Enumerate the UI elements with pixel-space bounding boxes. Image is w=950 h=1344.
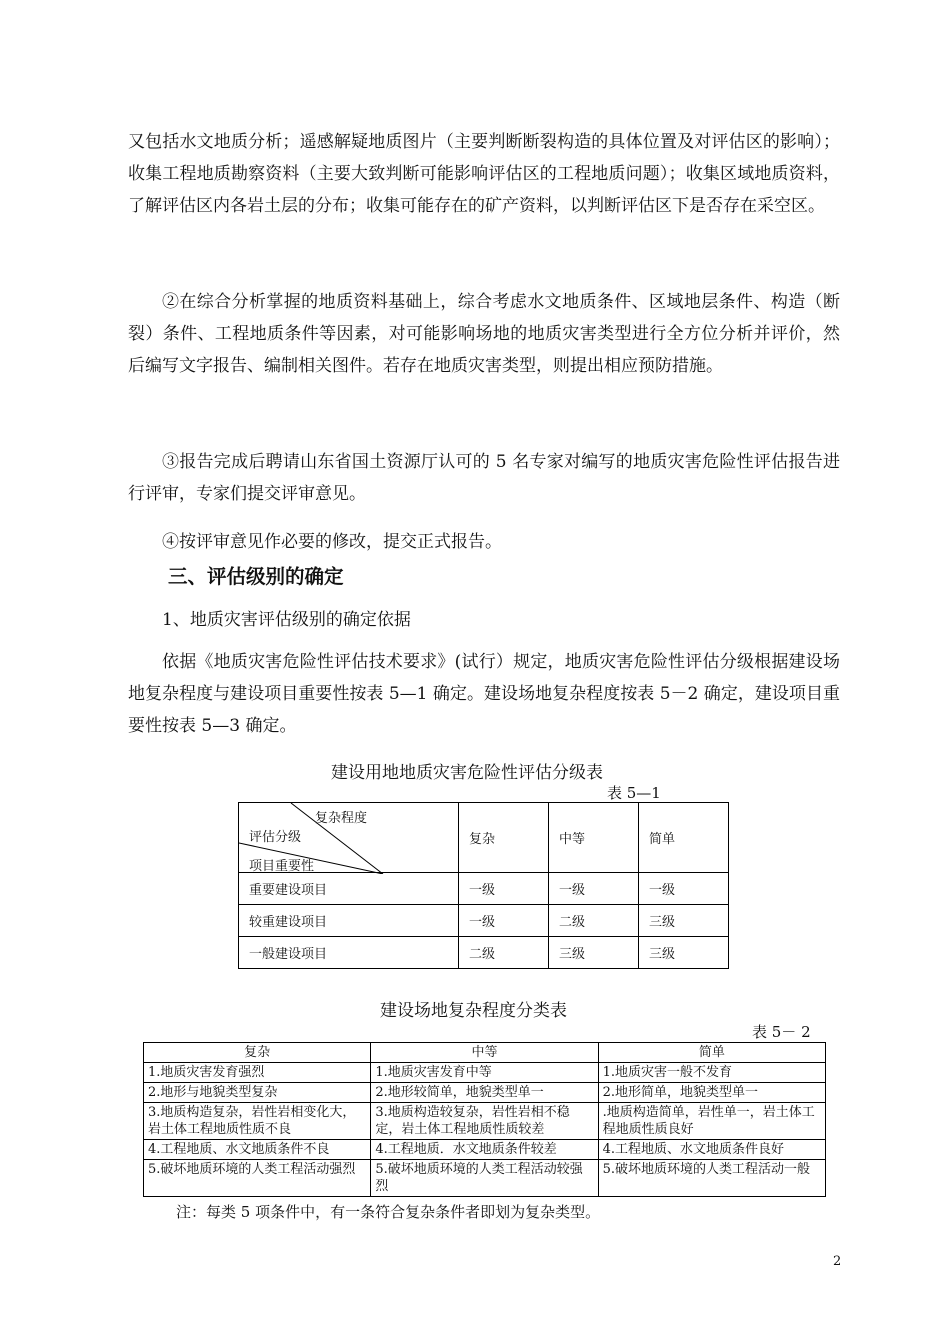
column-header: 复杂 (144, 1043, 371, 1063)
table-cell: 5.破坏地质环境的人类工程活动一般 (598, 1160, 825, 1197)
column-header: 中等 (371, 1043, 598, 1063)
table-note: 注：每类 5 项条件中，有一条符合复杂条件者即划为复杂类型。 (176, 1203, 601, 1221)
table-cell: 1.地质灾害发育中等 (371, 1063, 598, 1083)
table-cell: 一级 (459, 873, 549, 905)
table-cell: 三级 (639, 937, 729, 969)
table-cell: 3.地质构造复杂，岩性岩相变化大，岩土体工程地质性质不良 (144, 1103, 371, 1140)
table-cell: 三级 (549, 937, 639, 969)
assessment-grade-table (238, 802, 729, 969)
column-header: 中等 (549, 803, 639, 873)
column-header: 简单 (639, 803, 729, 873)
table-cell: 二级 (459, 937, 549, 969)
table-cell: 一级 (639, 873, 729, 905)
table-cell: 2.地形与地貌类型复杂 (144, 1083, 371, 1103)
corner-label-complexity: 复杂程度 (315, 811, 368, 826)
corner-label-grade: 评估分级 (249, 830, 302, 845)
table-header-row (144, 1043, 826, 1063)
row-header: 一般建设项目 (239, 937, 459, 969)
paragraph-step-4: ④按评审意见作必要的修改，提交正式报告。 (162, 532, 502, 552)
table-header-row (239, 803, 729, 873)
site-complexity-table (143, 1042, 826, 1197)
table-cell: 5.破坏地质环境的人类工程活动强烈 (144, 1160, 371, 1197)
table-cell: 2.地形较简单，地貌类型单一 (371, 1083, 598, 1103)
page-number: 2 (833, 1254, 842, 1269)
table2-label: 表 5－ 2 (752, 1023, 811, 1041)
table-cell: 二级 (549, 905, 639, 937)
diagonal-header-cell (239, 803, 459, 873)
table-cell: 4.工程地质．水文地质条件较差 (371, 1140, 598, 1160)
column-header: 简单 (598, 1043, 825, 1063)
corner-label-importance: 项目重要性 (249, 859, 315, 874)
table-row (239, 905, 729, 937)
subsection-heading: 1、地质灾害评估级别的确定依据 (162, 610, 411, 630)
table-row (144, 1063, 826, 1083)
table-cell: 4.工程地质、水文地质条件不良 (144, 1140, 371, 1160)
table-row (144, 1160, 826, 1197)
table-row (144, 1083, 826, 1103)
table-cell: 一级 (549, 873, 639, 905)
table-cell: 4.工程地质、水文地质条件良好 (598, 1140, 825, 1160)
table-row (239, 937, 729, 969)
table-row (144, 1140, 826, 1160)
table-cell: 一级 (459, 905, 549, 937)
row-header: 较重建设项目 (239, 905, 459, 937)
paragraph-step-2: ②在综合分析掌握的地质资料基础上，综合考虑水文地质条件、区域地层条件、构造（断裂）条件、工程地质条件等因素，对可能影响场地的地质灾害类型进行全方位分析并评价，然后编写文字报告、编制相关图件。若存在地质灾害类型，则提出相应预防措施。 (128, 292, 840, 376)
table-row (144, 1103, 826, 1140)
table-row (239, 873, 729, 905)
table1-label: 表 5—1 (607, 784, 661, 802)
table-cell: 3.地质构造较复杂，岩性岩相不稳定，岩土体工程地质性质较差 (371, 1103, 598, 1140)
paragraph-basis: 依据《地质灾害危险性评估技术要求》(试行）规定，地质灾害危险性评估分级根据建设场地复杂程度与建设项目重要性按表 5—1 确定。建设场地复杂程度按表 5－2 确定，建设项目重要性按表 5—3 确定。 (128, 652, 840, 736)
paragraph-step-3: ③报告完成后聘请山东省国土资源厅认可的 5 名专家对编写的地质灾害危险性评估报告进行评审，专家们提交评审意见。 (128, 452, 840, 504)
column-header: 复杂 (459, 803, 549, 873)
table-cell: 5.破坏地质环境的人类工程活动较强烈 (371, 1160, 598, 1197)
section-heading: 三、评估级别的确定 (168, 565, 344, 588)
row-header: 重要建设项目 (239, 873, 459, 905)
table1-caption: 建设用地地质灾害危险性评估分级表 (331, 763, 603, 783)
table-cell: 2.地形简单，地貌类型单一 (598, 1083, 825, 1103)
table-cell: 1.地质灾害发育强烈 (144, 1063, 371, 1083)
table2-caption: 建设场地复杂程度分类表 (380, 1001, 567, 1021)
table-cell: .地质构造简单，岩性单一，岩土体工程地质性质良好 (598, 1103, 825, 1140)
table-cell: 1.地质灾害一般不发育 (598, 1063, 825, 1083)
table-cell: 三级 (639, 905, 729, 937)
paragraph-continuation: 又包括水文地质分析；遥感解疑地质图片（主要判断断裂构造的具体位置及对评估区的影响）；收集工程地质勘察资料（主要大致判断可能影响评估区的工程地质问题）；收集区域地质资料，了解评估区内各岩土层的分布；收集可能存在的矿产资料，以判断评估区下是否存在采空区。 (128, 132, 840, 216)
